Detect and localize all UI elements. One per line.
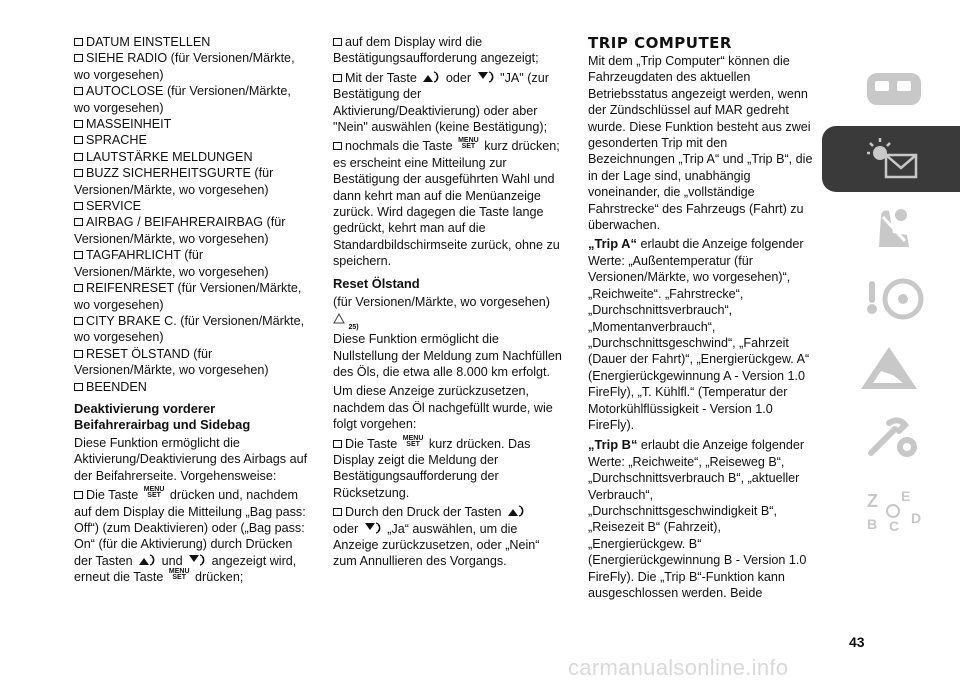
- oil-reset-step-2: Durch den Druck der Tasten oder „Ja“ auswählen, um die Anzeige zurückzusetzen, oder „Nein“ zum Annullieren des Vorgangs.: [333, 505, 540, 569]
- up-arrow-key-icon: [422, 71, 440, 83]
- trip-a-label: „Trip A“: [588, 236, 637, 252]
- airbag-step-4: nochmals die Taste MENU SET kurz drücken; es erscheint eine Mitteilung zur Bestätigung der ausgeführten Wahl und dann kehrt man auf die Menüanzeige zurück. Wird dagegen die Taste lange gedrückt, kehrt man auf die Standardbildschirmseite zurück, ohne zu speichern.: [333, 137, 560, 269]
- svg-text:Z: Z: [867, 491, 878, 511]
- column-2: [333, 34, 563, 573]
- warning-reference: 25): [333, 313, 563, 331]
- up-arrow-key-icon: [507, 505, 525, 517]
- tab-technical-data[interactable]: [828, 476, 960, 542]
- oil-reset-availability: (für Versionen/Märkte, wo vorgesehen): [333, 294, 550, 309]
- oil-reset-p1: Diese Funktion ermöglicht die Nullstellung der Meldung zum Nachfüllen des Öls, die etwa alle 8.000 km erfolgt.: [333, 332, 562, 379]
- checkbox-bullet: [74, 491, 83, 499]
- svg-text:C: C: [889, 518, 900, 534]
- svg-text:D: D: [911, 510, 922, 526]
- tab-emergency[interactable]: [828, 336, 960, 402]
- down-arrow-key-icon: [364, 522, 382, 534]
- checkbox-bullet: [74, 202, 83, 210]
- checkbox-bullet: [333, 440, 342, 448]
- checkbox-bullet: [74, 350, 83, 358]
- checkbox-bullet: [333, 508, 342, 516]
- menu-set-key-icon: MENU SET: [458, 137, 479, 151]
- checkbox-bullet: [333, 74, 342, 82]
- checkbox-bullet: [74, 317, 83, 325]
- airbag-step-3: Mit der Taste oder "JA" (zur Bestätigung der Aktivierung/Deaktivierung) oder aber "Nein" auswählen (keine Bestätigung);: [333, 70, 549, 135]
- safety-seatbelt-icon: [859, 203, 929, 255]
- dashboard-icon: [859, 63, 929, 115]
- menu-list-item: TAGFAHRLICHT (für Versionen/Märkte, wo vorgesehen): [74, 248, 269, 279]
- menu-list-item: SIEHE RADIO (für Versionen/Märkte, wo vorgesehen): [74, 51, 295, 82]
- menu-list-item: BUZZ SICHERHEITSGURTE (für Versionen/Märkte, wo vorgesehen): [74, 166, 274, 197]
- checkbox-bullet: [74, 284, 83, 292]
- menu-list-item: DATUM EINSTELLEN: [74, 34, 308, 50]
- airbag-step-2: auf dem Display wird die Bestätigungsaufforderung angezeigt;: [333, 35, 539, 66]
- checkbox-bullet: [74, 153, 83, 161]
- down-arrow-key-icon: [477, 71, 495, 83]
- tab-maintenance[interactable]: [828, 406, 960, 472]
- tab-warning-lights[interactable]: [822, 126, 960, 192]
- column-3: [588, 34, 816, 601]
- trip-a-text: erlaubt die Anzeige folgender Werte: „Außentemperatur (für Versionen/Märkte, wo vorgesehen)“, „Reichweite“. „Fahrstrecke“, „Durchschnittsverbrauch“, „Momentanverbrauch“, „Durchschnittsgeschwind“, „Fahrzeit (Dauer der Fahrt)“, „Energierückgew. A“ (Energierückgewinnung A - Version 1.0 FireFly), „T. Kühlfl.“ (Temperatur der Motorkühlflüssigkeit - Version 1.0 FireFly).: [588, 237, 810, 432]
- oil-reset-p2: Um diese Anzeige zurückzusetzen, nachdem das Öl nachgefüllt wurde, wie folgt vorgehen:: [333, 384, 553, 432]
- menu-set-key-icon: MENU SET: [168, 568, 190, 582]
- checkbox-bullet: [74, 120, 83, 128]
- menu-list-item: LAUTSTÄRKE MELDUNGEN: [74, 149, 308, 165]
- svg-text:B: B: [867, 516, 878, 532]
- tab-starting-driving[interactable]: [828, 266, 960, 332]
- oil-reset-step-1: Die Taste MENU SET kurz drücken. Das Display zeigt die Meldung der Bestätigungsaufforderung der Rücksetzung.: [333, 434, 531, 500]
- trip-b-text: erlaubt die Anzeige folgender Werte: „Reichweite“, „Reiseweg B“, „Durchschnittsverbrauch B“, „aktueller Verbrauch“, „Durchschnittsgeschwindigkeit B“, „Reisezeit B“ (Fahrzeit), „Energierückgew. B“ (Energierückgewinnung B - Version 1.0 FireFly). Die „Trip B“-Funktion kann ausgeschlossen werden. Beide: [588, 438, 807, 600]
- column-1: [74, 34, 308, 589]
- section-heading-oil-reset: Reset Ölstand: [333, 275, 420, 291]
- checkbox-bullet: [74, 251, 83, 259]
- checkbox-bullet: [74, 218, 83, 226]
- menu-list-item: RESET ÖLSTAND (für Versionen/Märkte, wo vorgesehen): [74, 346, 269, 378]
- warning-lights-icon: [856, 133, 926, 185]
- tab-dashboard[interactable]: [828, 56, 960, 122]
- tab-safety[interactable]: [828, 196, 960, 262]
- menu-list-item: REIFENRESET (für Versionen/Märkte, wo vorgesehen): [74, 281, 302, 312]
- up-arrow-key-icon: [138, 554, 156, 566]
- checkbox-bullet: [74, 169, 83, 177]
- menu-list-item: AUTOCLOSE (für Versionen/Märkte, wo vorgesehen): [74, 84, 291, 115]
- section-heading-airbag: Deaktivierung vorderer Beifahrerairbag und Sidebag: [74, 400, 251, 432]
- checkbox-bullet: [333, 38, 342, 46]
- menu-list-item: BEENDEN: [74, 379, 308, 395]
- menu-list-item: AIRBAG / BEIFAHRERAIRBAG (für Versionen/Märkte, wo vorgesehen): [74, 215, 286, 246]
- menu-list-item: MASSEINHEIT: [74, 116, 308, 132]
- chapter-tabs-sidebar: [828, 56, 960, 626]
- starting-driving-icon: [859, 273, 929, 325]
- technical-data-icon: [859, 483, 929, 535]
- checkbox-bullet: [74, 136, 83, 144]
- checkbox-bullet: [74, 383, 83, 391]
- airbag-intro: Diese Funktion ermöglicht die Aktivierung/Deaktivierung des Airbags auf der Beifahrerseite. Vorgehensweise:: [74, 435, 308, 483]
- trip-computer-intro: Mit dem „Trip Computer“ können die Fahrzeugdaten des aktuellen Betriebsstatus angezeigt werden, wenn der Zündschlüssel auf MAR gedreht wurde. Diese Funktion besteht aus zwei gesonderten Trip mit den Bezeichnungen „Trip A“ und „Trip B“, die in der Lage sind, unabhängig voneinander, die „vollständige Fahrstrecke“ des Fahrzeugs (Fahrt) zu überwachen.: [588, 54, 813, 233]
- airbag-step-1: Die Taste MENU SET drücken und, nachdem auf dem Display die Mitteilung „Bag pass: Off“) (zum Deaktivieren) oder („Bag pass: On“ (für die Aktivierung) durch Drücken der Tasten und angezeigt wird, erneut die Taste MENU SET drücken;: [74, 486, 306, 585]
- menu-item-list: [74, 34, 308, 395]
- checkbox-bullet: [74, 38, 83, 46]
- menu-list-item: SERVICE: [74, 198, 308, 214]
- checkbox-bullet: [74, 54, 83, 62]
- watermark: carmanualsonline.info: [568, 655, 789, 680]
- checkbox-bullet: [333, 142, 342, 150]
- menu-list-item: CITY BRAKE C. (für Versionen/Märkte, wo vorgesehen): [74, 313, 305, 345]
- trip-b-label: „Trip B“: [588, 437, 638, 453]
- svg-text:E: E: [901, 488, 911, 504]
- checkbox-bullet: [74, 87, 83, 95]
- warning-triangle-icon: [333, 313, 345, 324]
- emergency-icon: [859, 343, 929, 395]
- maintenance-icon: [859, 413, 929, 465]
- page-number: 43: [849, 634, 865, 650]
- menu-list-item: SPRACHE: [74, 132, 308, 148]
- menu-set-key-icon: MENU SET: [402, 434, 424, 448]
- menu-set-key-icon: MENU SET: [143, 486, 165, 500]
- down-arrow-key-icon: [188, 554, 206, 566]
- section-heading-trip-computer: TRIP COMPUTER: [588, 34, 732, 52]
